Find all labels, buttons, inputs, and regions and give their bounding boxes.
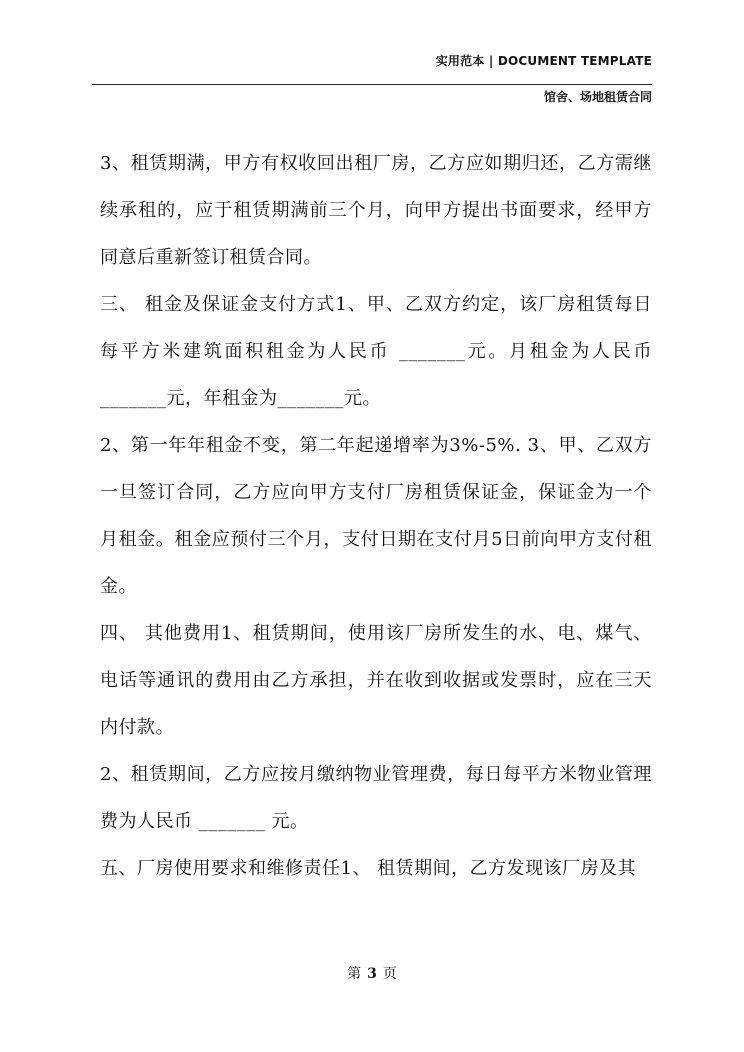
paragraph-usage-maintenance: 五、厂房使用要求和维修责任1、 租赁期间，乙方发现该厂房及其 <box>100 858 637 879</box>
page-footer <box>0 963 744 983</box>
page-number: 3 <box>367 966 377 982</box>
paragraph-other-fees: 四、 其他费用1、租赁期间，使用该厂房所发生的水、电、煤气、电话等通讯的费用由乙方承担，并在收到收据或发票时，应在三天内付款。 <box>100 623 652 738</box>
paragraph-management-fee: 2、租赁期间，乙方应按月缴纳物业管理费，每日每平方米物业管理费为人民币 _______ 元。 <box>100 764 652 832</box>
header-divider <box>92 84 652 85</box>
page-suffix: 页 <box>382 966 397 982</box>
page-prefix: 第 <box>347 966 362 982</box>
paragraph-rent-deposit: 三、 租金及保证金支付方式1、甲、乙双方约定，该厂房租赁每日每平方米建筑面积租金为人民币 _______元。月租金为人民币_______元，年租金为_______元。 <box>100 294 652 409</box>
paragraph-rent-increase: 2、第一年年租金不变，第二年起递增率为3%-5%. 3、甲、乙双方一旦签订合同，乙方应向甲方支付厂房租赁保证金，保证金为一个月租金。租金应预付三个月，支付日期在支付月5日前向甲方支付租金。 <box>100 435 652 597</box>
document-body <box>100 140 652 892</box>
paragraph-lease-expiry: 3、租赁期满，甲方有权收回出租厂房，乙方应如期归还，乙方需继续承租的，应于租赁期满前三个月，向甲方提出书面要求，经甲方同意后重新签订租赁合同。 <box>100 153 652 268</box>
document-title: 馆舍、场地租赁合同 <box>543 90 652 104</box>
template-label: 实用范本 | DOCUMENT TEMPLATE <box>435 54 652 68</box>
